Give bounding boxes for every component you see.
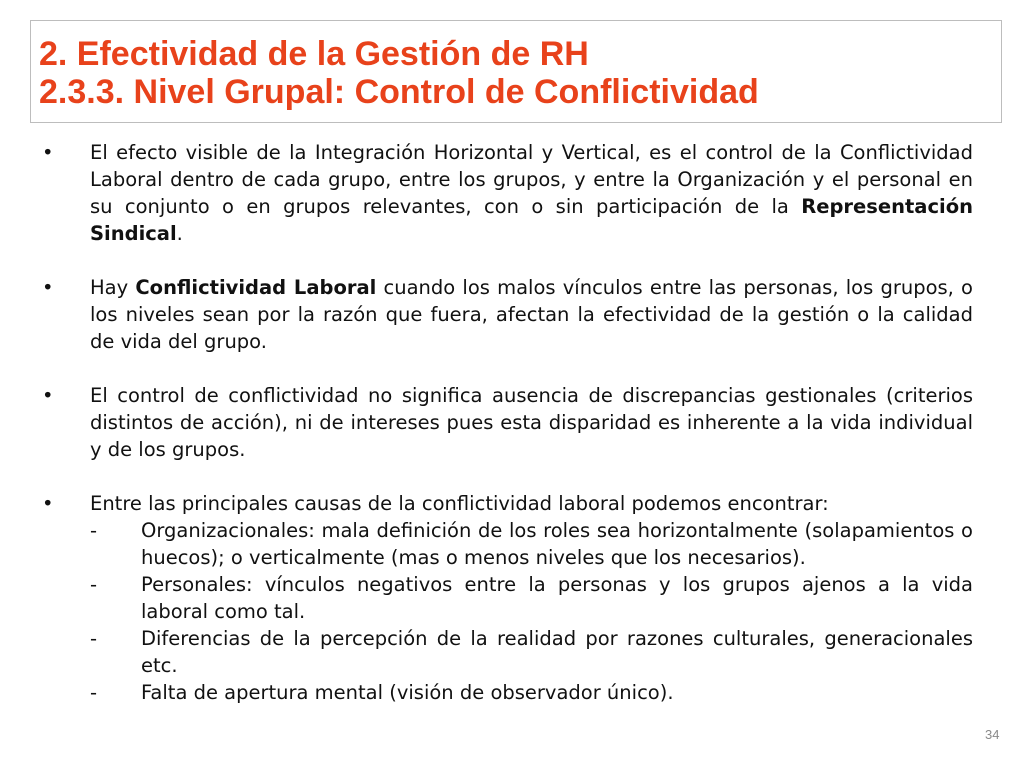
bullet-text-3: El control de conflictividad no significa ausencia de discrepancias gestionales (criterios distintos de acción), ni de intereses pues esta disparidad es inherente a la vida individual y de los grupos. [90,384,973,461]
sub-item-diferencias [90,625,973,679]
sub-item-text: Organizacionales: mala definición de los roles sea horizontalmente (solapamientos o huecos); o verticalmente (mas o menos niveles que los necesarios). [141,519,973,569]
slide-title-box [30,20,1002,123]
slide-body [40,139,973,706]
bullet-2-text-end: cuando los malos vínculos entre las personas, los grupos, o los niveles sean por la razón que fuera, afectan la efectividad de la gestión o la calidad de vida del grupo. [90,276,973,353]
bullet-1-text-start: El efecto visible de la Integración Horizontal y Vertical, es el control de la Conflictividad Laboral dentro de cada grupo, entre los grupos, y entre la Organización y el personal en su conjunto o en grupos relevantes, con o sin participación de la [90,141,973,218]
dash-marker: - [90,519,98,542]
bullet-marker: • [42,276,54,299]
bullet-item-3 [40,382,973,463]
bullet-marker: • [42,141,54,164]
sub-item-personales [90,571,973,625]
bullet-marker: • [42,384,54,407]
sub-item-text: Personales: vínculos negativos entre la personas y los grupos ajenos a la vida laboral como tal. [141,573,973,623]
page-number: 34 [985,727,1000,742]
dash-marker: - [90,681,98,704]
bullet-marker: • [42,492,54,515]
bullet-item-1 [40,139,973,247]
bullet-item-2 [40,274,973,355]
sub-item-text: Diferencias de la percepción de la realidad por razones culturales, generacionales etc. [141,627,973,677]
dash-marker: - [90,627,98,650]
bullet-text-4: Entre las principales causas de la conflictividad laboral podemos encontrar: [90,492,829,515]
bullet-text-2 [90,274,973,355]
bullet-text-1 [90,139,973,247]
slide-title-line-1: 2. Efectividad de la Gestión de RH [39,35,589,73]
slide-title-line-2: 2.3.3. Nivel Grupal: Control de Conflictividad [39,73,759,111]
sub-item-apertura [90,679,973,706]
bullet-2-bold-term: Conflictividad Laboral [135,276,377,299]
bullet-2-text-start: Hay [90,276,136,299]
bullet-1-text-end: . [176,222,183,245]
bullet-1-bold-term: Representación Sindical [90,195,973,245]
dash-marker: - [90,573,98,596]
bullet-item-4 [40,490,973,517]
sub-item-organizacionales [90,517,973,571]
sub-item-text: Falta de apertura mental (visión de observador único). [141,681,674,704]
